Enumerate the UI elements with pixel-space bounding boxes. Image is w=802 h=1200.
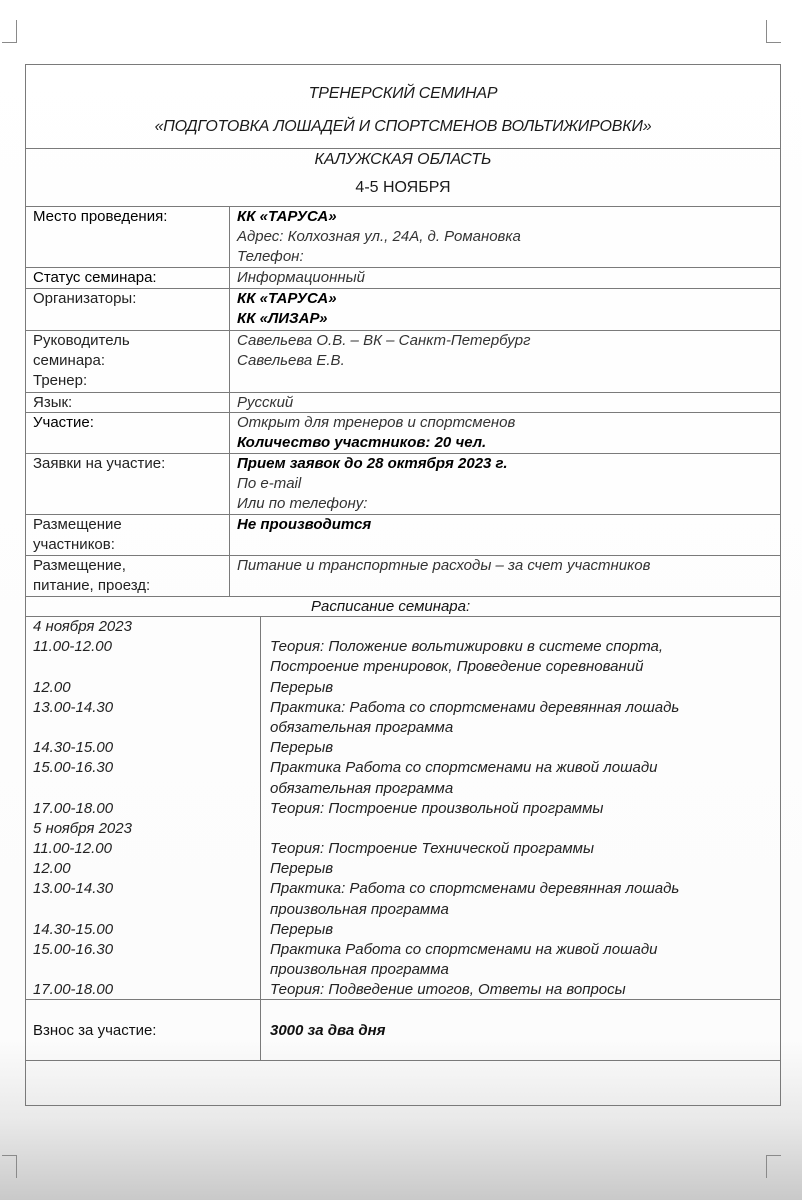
page-corner-mark (766, 1155, 781, 1178)
venue-address: Адрес: Колхозная ул., 24А, д. Романовка (237, 228, 521, 245)
leader-row (26, 331, 780, 393)
region: КАЛУЖСКАЯ ОБЛАСТЬ (314, 151, 492, 168)
schedule-time (33, 779, 260, 799)
organizers-row (26, 289, 780, 331)
applications-value (230, 454, 780, 514)
document-title: ТРЕНЕРСКИЙ СЕМИНАР (308, 85, 498, 102)
venue-label: Место проведения: (26, 207, 230, 267)
schedule-time: 11.00-12.00 (33, 638, 112, 656)
participation-row (26, 413, 780, 454)
organizers-label: Организаторы: (26, 289, 230, 330)
schedule-day: 4 ноября 2023 (33, 618, 132, 635)
schedule-time (33, 960, 260, 980)
schedule-activity: Практика Работа со спортсменами на живой лошади (270, 941, 658, 958)
dates: 4-5 НОЯБРЯ (355, 179, 451, 196)
leader-label-line: Тренер: (33, 372, 88, 389)
expenses-label-line: Размещение, (33, 557, 126, 574)
leader-name: Савельева О.В. – ВК – Санкт-Петербург (237, 332, 531, 349)
schedule-time: 15.00-16.30 (33, 941, 114, 958)
status-value: Информационный (237, 269, 365, 286)
leader-label (26, 331, 230, 392)
status-label: Статус семинара: (26, 268, 230, 288)
region-block (26, 149, 780, 207)
schedule-time: 12.00 (33, 678, 71, 696)
schedule-activity: произвольная программа (270, 961, 449, 979)
schedule-activity: Перерыв (270, 739, 334, 757)
seminar-table (25, 64, 781, 1106)
fee-row (26, 1000, 780, 1061)
schedule-activity (270, 819, 780, 839)
participation-label: Участие: (26, 413, 230, 453)
schedule-activity: обязательная программа (270, 718, 454, 736)
applications-deadline: Прием заявок до 28 октября 2023 г. (237, 455, 508, 472)
schedule-activity: обязательная программа (270, 779, 454, 797)
schedule-descriptions (261, 617, 780, 999)
schedule-time: 17.00-18.00 (33, 799, 114, 817)
schedule-times (26, 617, 261, 999)
page-corner-mark (2, 1155, 17, 1178)
venue-row (26, 207, 780, 268)
language-value: Русский (237, 394, 294, 411)
schedule-time: 14.30-15.00 (33, 920, 114, 938)
participation-text: Открыт для тренеров и спортсменов (237, 414, 516, 431)
participation-value (230, 413, 780, 453)
schedule-activity: Перерыв (270, 860, 334, 878)
accommodation-value (230, 515, 780, 555)
schedule-time: 14.30-15.00 (33, 739, 114, 757)
schedule-table (26, 617, 780, 1000)
title-block (26, 65, 780, 149)
document-subtitle: «ПОДГОТОВКА ЛОШАДЕЙ И СПОРТСМЕНОВ ВОЛЬТИЖИРОВКИ» (154, 118, 652, 135)
venue-phone: Телефон: (237, 248, 304, 265)
page-corner-mark (2, 20, 17, 43)
status-row (26, 268, 780, 289)
leader-label-line: Руководитель (33, 332, 130, 349)
schedule-heading: Расписание семинара: (311, 598, 471, 615)
participant-count: Количество участников: 20 чел. (237, 434, 487, 451)
schedule-activity: Теория: Подведение итогов, Ответы на вопросы (270, 981, 626, 999)
organizer-item: КК «ЛИЗАР» (237, 310, 328, 327)
schedule-day: 5 ноября 2023 (33, 819, 132, 837)
expenses-text: Питание и транспортные расходы – за счет участников (237, 557, 651, 574)
accommodation-label-line: Размещение (33, 516, 122, 533)
schedule-time (33, 900, 260, 920)
leader-label-line: семинара: (33, 352, 106, 369)
expenses-label-line: питание, проезд: (33, 577, 151, 594)
applications-label: Заявки на участие: (26, 454, 230, 514)
schedule-time (33, 657, 260, 677)
fee-label: Взнос за участие: (26, 1000, 261, 1060)
schedule-activity: Перерыв (270, 678, 334, 696)
schedule-activity (270, 617, 780, 637)
expenses-value (230, 556, 780, 596)
schedule-activity: Построение тренировок, Проведение соревнований (270, 658, 644, 676)
schedule-time: 15.00-16.30 (33, 759, 114, 777)
language-row (26, 393, 780, 413)
venue-value (230, 207, 780, 267)
accommodation-label (26, 515, 230, 555)
applications-phone: Или по телефону: (237, 495, 368, 512)
schedule-activity: Теория: Построение Технической программы (270, 840, 594, 858)
accommodation-row (26, 515, 780, 556)
fee-value: 3000 за два дня (270, 1022, 386, 1039)
expenses-label (26, 556, 230, 596)
schedule-activity: Практика: Работа со спортсменами деревянная лошадь (270, 698, 680, 716)
schedule-time: 13.00-14.30 (33, 698, 114, 716)
expenses-row (26, 556, 780, 597)
schedule-activity: Практика Работа со спортсменами на живой лошади (270, 759, 658, 777)
schedule-time: 11.00-12.00 (33, 840, 112, 858)
applications-row (26, 454, 780, 515)
language-label: Язык: (26, 393, 230, 412)
empty-row (26, 1061, 780, 1105)
schedule-activity: Перерыв (270, 920, 334, 938)
applications-email: По e-mail (237, 475, 302, 492)
organizer-item: КК «ТАРУСА» (237, 290, 337, 307)
schedule-activity: Практика: Работа со спортсменами деревянная лошадь (270, 880, 680, 898)
schedule-activity: Теория: Построение произвольной программы (270, 799, 604, 817)
accommodation-text: Не производится (237, 516, 372, 533)
schedule-time (33, 718, 260, 738)
schedule-heading-row (26, 597, 780, 617)
trainer-name: Савельева Е.В. (237, 352, 345, 369)
venue-name: КК «ТАРУСА» (237, 208, 337, 225)
accommodation-label-line: участников: (33, 536, 115, 553)
organizers-value (230, 289, 780, 330)
schedule-activity: Теория: Положение вольтижировки в системе спорта, (270, 638, 664, 656)
schedule-time: 13.00-14.30 (33, 880, 114, 898)
schedule-activity: произвольная программа (270, 900, 449, 918)
leader-value (230, 331, 780, 392)
page-corner-mark (766, 20, 781, 43)
schedule-time: 12.00 (33, 860, 71, 878)
schedule-time: 17.00-18.00 (33, 981, 114, 999)
